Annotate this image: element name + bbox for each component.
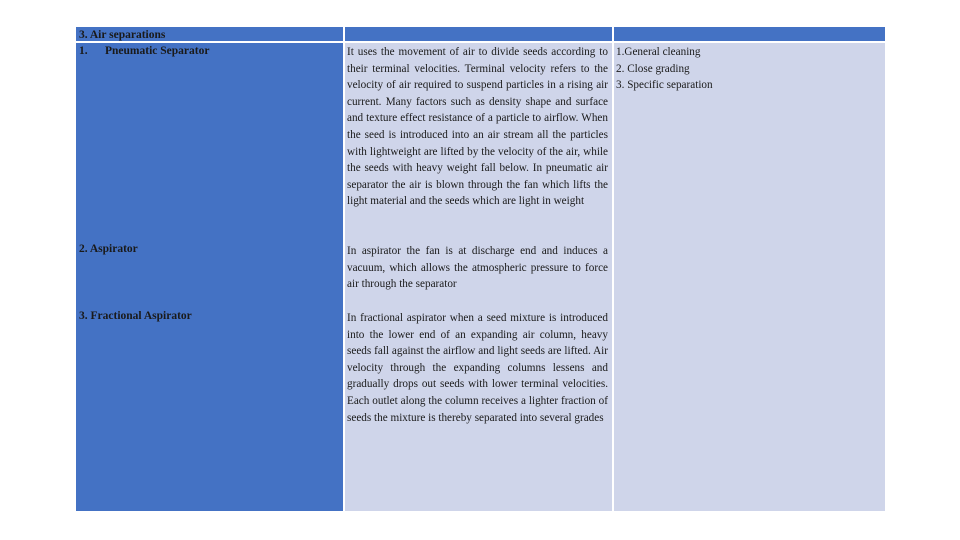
row-label-text: Pneumatic Separator — [105, 45, 210, 57]
row-label-pneumatic — [79, 43, 209, 59]
description-aspirator: In aspirator the fan is at discharge end and induces a vacuum, which allows the atmospheric pressure to force air through the separator — [347, 245, 608, 291]
table-header-cell-3 — [613, 26, 886, 42]
separation-table — [75, 26, 886, 512]
uses-list — [616, 44, 713, 94]
uses-column — [613, 42, 886, 512]
row-label-aspirator: 2. Aspirator — [79, 243, 138, 255]
method-column — [75, 42, 344, 512]
description-pneumatic: It uses the movement of air to divide seeds according to their terminal velocities. Terminal velocity refers to the velocity of air required to suspend particles in a rising air current. Many factors such as density shape and surface and texture effect resistance of a particle to airflow. When the seed is introduced into an air stream all the particles with lightweight are lifted by the velocity of the air, while the seeds with heavy weight fall below. In pneumatic air separator the air is blown through the fan which lifts the light material and the seeds which are light in weight — [347, 46, 608, 208]
row-number: 1. — [79, 45, 88, 57]
table-header-cell-1 — [75, 26, 344, 42]
list-item: 3. Specific separation — [616, 79, 713, 92]
row-label-fractional-aspirator: 3. Fractional Aspirator — [79, 310, 192, 322]
description-column — [344, 42, 613, 512]
list-item: 2. Close grading — [616, 62, 690, 75]
table-header-cell-2 — [344, 26, 613, 42]
description-fractional-aspirator: In fractional aspirator when a seed mixture is introduced into the lower end of an expanding air column, heavy seeds fall against the airflow and light seeds are lifted. Air velocity through the expanding columns lessens and gradually drops out seeds with lower terminal velocities. Each outlet along the column receives a lighter fraction of seeds the mixture is thereby separated into several grades — [347, 312, 608, 424]
section-title: 3. Air separations — [79, 29, 166, 41]
list-item: 1.General cleaning — [616, 46, 701, 58]
